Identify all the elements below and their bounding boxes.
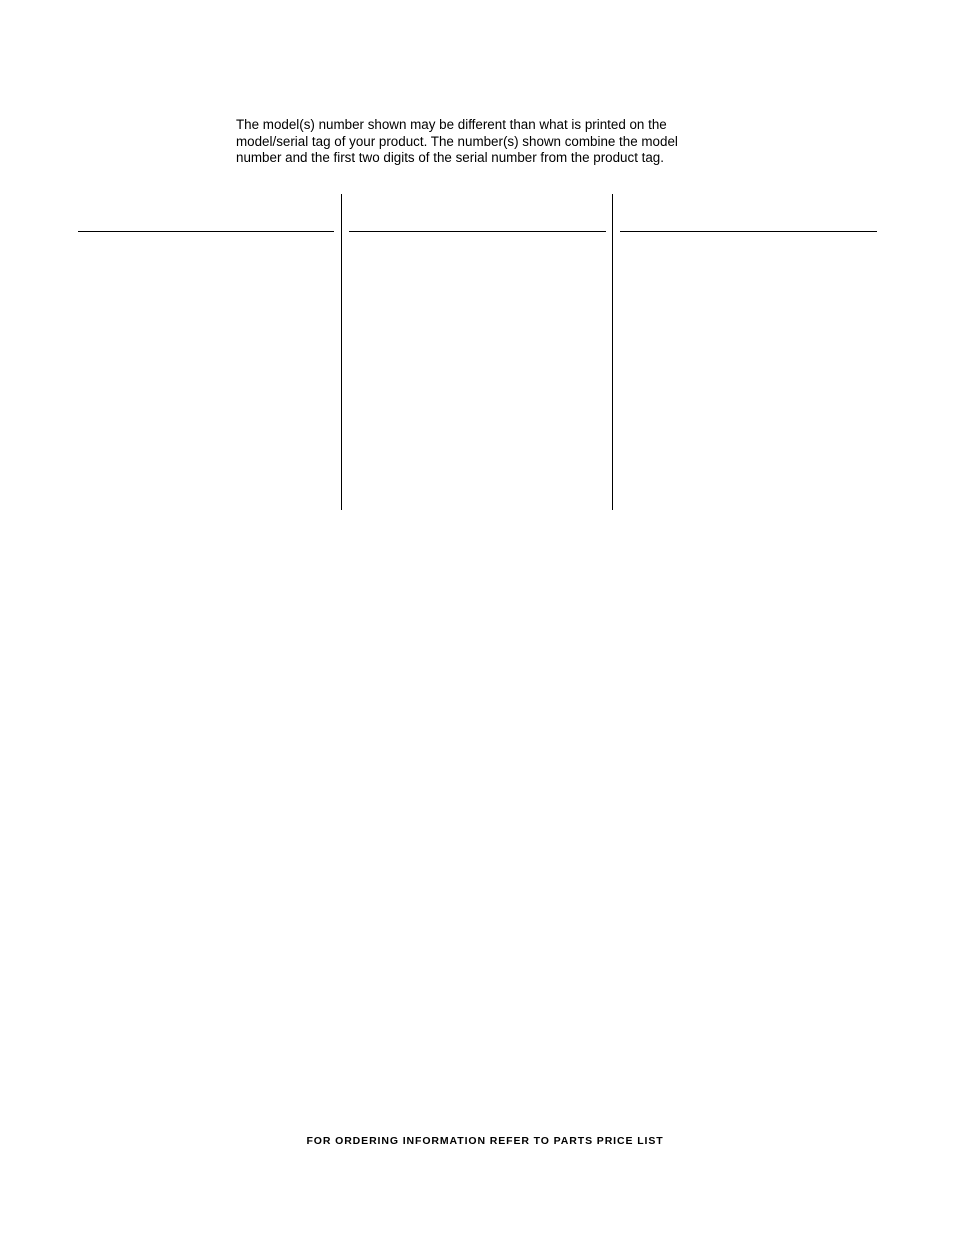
model-number-notice — [236, 117, 756, 167]
column-3-header-rule — [620, 231, 877, 232]
column-divider-1 — [341, 194, 342, 510]
column-2-header-rule — [349, 231, 606, 232]
column-1-header-rule — [78, 231, 334, 232]
notice-line: model/serial tag of your product. The number(s) shown combine the model — [236, 133, 678, 149]
column-divider-2 — [612, 194, 613, 510]
notice-line: number and the first two digits of the serial number from the product tag. — [236, 150, 664, 165]
ordering-info-footer: FOR ORDERING INFORMATION REFER TO PARTS PRICE LIST — [306, 1135, 664, 1147]
notice-line: The model(s) number shown may be different than what is printed on the — [236, 117, 667, 132]
